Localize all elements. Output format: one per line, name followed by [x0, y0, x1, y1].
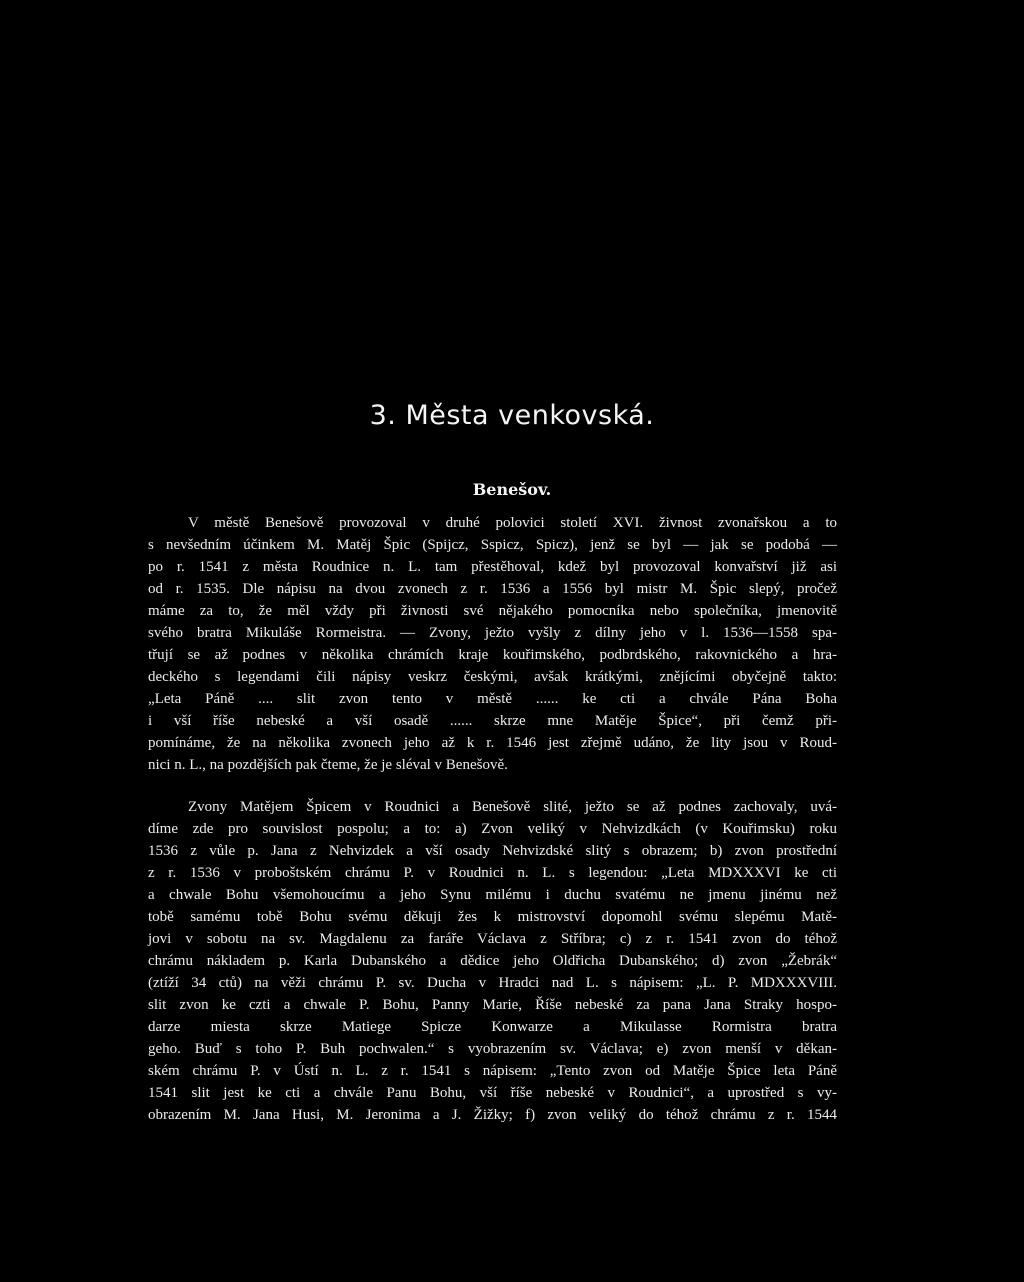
text-line: díme zde pro souvislost pospolu; a to: a) Zvon veliký v Nehvizdkách (v Kouřimsku) roku — [148, 821, 837, 837]
text-line: 1541 slit jest ke cti a chvále Panu Bohu, vší říše nebeské v Roudnici“, a uprostřed s vy- — [148, 1085, 837, 1101]
text-line: V městě Benešově provozoval v druhé polovici století XVI. živnost zvonařskou a to — [188, 515, 837, 531]
text-line: pomínáme, že na několika zvonech jeho až k r. 1546 jest zřejmě udáno, že lity jsou v Roud- — [148, 735, 837, 751]
text-line: 1536 z vůle p. Jana z Nehvizdek a vší osady Nehvizdské slitý s obrazem; b) zvon prostřední — [148, 843, 837, 859]
text-line: deckého s legendami čili nápisy veskrz českými, avšak krátkými, znějícími obyčejně takto: — [148, 669, 837, 685]
text-line: ském chrámu P. v Ústí n. L. z r. 1541 s nápisem: „Tento zvon od Matěje Špice leta Páně — [148, 1063, 837, 1079]
text-line: po r. 1541 z města Roudnice n. L. tam přestěhoval, kdež byl provozoval konvařství již asi — [148, 559, 837, 575]
paragraph-1 — [148, 512, 837, 776]
text-line: (ztíží 34 ctů) na věži chrámu P. sv. Ducha v Hradci nad L. s nápisem: „L. P. MDXXXVIII. — [148, 975, 837, 991]
text-line: darze miesta skrze Matiege Spicze Konwarze a Mikulasse Rormistra bratra — [148, 1019, 837, 1035]
text-line: tobě samému tobě Bohu svému děkuji žes k mistrovství dopomohl svému slepému Matě- — [148, 909, 837, 925]
text-line: svého bratra Mikuláše Rormeistra. — Zvony, ježto vyšly z dílny jeho v l. 1536—1558 spa- — [148, 625, 837, 641]
text-line: z r. 1536 v proboštském chrámu P. v Roudnici n. L. s legendou: „Leta MDXXXVI ke cti — [148, 865, 837, 881]
text-line: jovi v sobotu na sv. Magdalenu za faráře Václava z Stříbra; c) z r. 1541 zvon do téhož — [148, 931, 837, 947]
text-line: „Leta Páně .... slit zvon tento v městě ...... ke cti a chvále Pána Boha — [148, 691, 837, 707]
text-line: máme za to, že měl vždy při živnosti své nějakého pomocníka nebo společníka, jmenovitě — [148, 603, 837, 619]
text-line: Zvony Matějem Špicem v Roudnici a Benešově slité, ježto se až podnes zachovaly, uvá- — [188, 799, 837, 815]
paragraph-2 — [148, 796, 837, 1126]
body-text — [148, 512, 837, 1126]
text-line: od r. 1535. Dle nápisu na dvou zvonech z r. 1536 a 1556 byl mistr M. Špic slepý, pročež — [148, 581, 837, 597]
section-title: Benešov. — [472, 480, 552, 499]
text-line: s nevšedním účinkem M. Matěj Špic (Spijcz, Sspicz, Spicz), jenž se byl — jak se podobá — — [148, 537, 837, 553]
text-line: geho. Buď s toho P. Buh pochwalen.“ s vyobrazením sv. Václava; e) zvon menší v děkan- — [148, 1041, 837, 1057]
text-line: chrámu nákladem p. Karla Dubanského a dědice jeho Oldřicha Dubanského; d) zvon „Žebrák“ — [148, 953, 837, 969]
chapter-title: 3. Města venkovská. — [369, 400, 655, 431]
text-line: obrazením M. Jana Husi, M. Jeronima a J. Žižky; f) zvon veliký do téhož chrámu z r. 1544 — [148, 1107, 837, 1123]
paragraph-gap — [148, 776, 837, 796]
text-line: i vší říše nebeské a vší osadě ...... skrze mne Matěje Špice“, při čemž při- — [148, 713, 837, 729]
text-line: a chwale Bohu všemohoucímu a jeho Synu milému i duchu svatému ne jmenu jinému než — [148, 887, 837, 903]
text-line: nici n. L., na pozdějších pak čteme, že je sléval v Benešově. — [148, 757, 508, 773]
text-line: slit zvon ke czti a chwale P. Bohu, Panny Marie, Říše nebeské za pana Jana Straky hospo- — [148, 997, 837, 1013]
text-line: třují se až podnes v několika chrámích kraje kouřimského, podbrdského, rakovnického a hra- — [148, 647, 837, 663]
